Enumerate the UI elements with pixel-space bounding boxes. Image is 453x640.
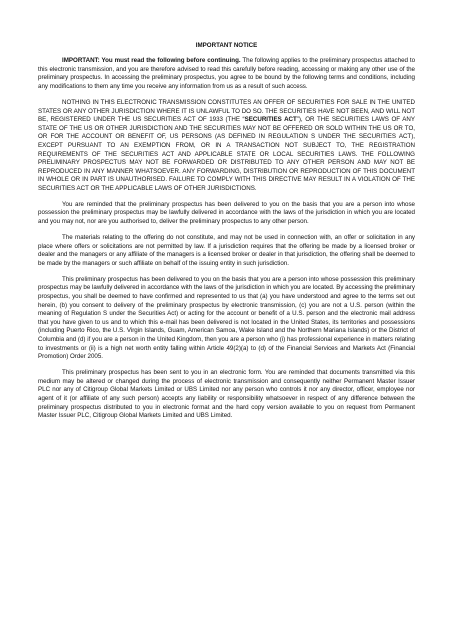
document-page bbox=[38, 42, 415, 428]
paragraph-intro bbox=[38, 57, 415, 91]
paragraph-representations: This preliminary prospectus has been delivered to you on the basis that you are a person into whose possession this preliminary prospectus may be lawfully delivered in accordance with the laws of the jurisdiction in which you are located. By accessing the preliminary prospectus, you shall be deemed to have confirmed and represented to us that (a) you have understood and agree to the terms set out herein, (b) you consent to delivery of the preliminary prospectus by electronic transmission, (c) you are not a U.S. person (within the meaning of Regulation S under the Securities Act) or acting for the account or benefit of a U.S. person and the electronic mail address that you have given to us and to which this e-mail has been delivered is not located in the United States, its territories and possessions (including Puerto Rico, the U.S. Virgin Islands, Guam, American Samoa, Wake Island and the Northern Mariana Islands) or the District of Columbia and (d) if you are a person in the United Kingdom, then you are a person who (i) has professional experience in matters relating to investments or (ii) is a high net worth entity falling within Article 49(2)(a) to (d) of the Financial Services and Markets Act (Financial Promotion) Order 2005. bbox=[38, 275, 415, 361]
intro-lead: IMPORTANT: You must read the following before continuing. bbox=[62, 57, 241, 65]
paragraph-delivery-basis: You are reminded that the preliminary prospectus has been delivered to you on the basis that you are a person into whose possession the preliminary prospectus may be lawfully delivered in accordance with the laws of the jurisdiction in which you are located and you may not, nor are you authorised to, deliver the preliminary prospectus to any other person. bbox=[38, 200, 415, 226]
paragraph-securities-disclaimer bbox=[38, 99, 415, 194]
notice-title: IMPORTANT NOTICE bbox=[195, 42, 258, 49]
disclaimer-part-a: NOTHING IN THIS ELECTRONIC TRANSMISSION CONSTITUTES AN OFFER OF SECURITIES FOR SALE IN THE UNITED STATES OR ANY OTHER JURISDICTION WHERE IT IS UNLAWFUL TO DO SO. THE SECURITIES HAVE NOT BEEN, AND WILL NOT BE, REGISTERED UNDER THE US SECURITIES ACT OF 1933 (THE “ bbox=[38, 98, 415, 124]
intro-body: The following applies to the preliminary prospectus attached to this electronic transmission, and you are therefore advised to read this carefully before reading, accessing or making any other use of the preliminary prospectus. In accessing the preliminary prospectus, you agree to be bound by the following terms and conditions, including any modifications to them any time you receive any information from us as a result of such access. bbox=[38, 57, 416, 90]
securities-act-term: SECURITIES ACT bbox=[244, 116, 297, 124]
paragraph-offering-materials: The materials relating to the offering do not constitute, and may not be used in connection with, an offer or solicitation in any place where offers or solicitations are not permitted by law. If a jurisdiction requires that the offering be made by a licensed broker or dealer and the managers or any affiliate of the managers is a licensed broker or dealer in that jurisdiction, the offering shall be deemed to be made by the managers or such affiliate on behalf of the issuing entity in such jurisdiction. bbox=[38, 234, 415, 267]
paragraph-electronic-form: This preliminary prospectus has been sent to you in an electronic form. You are reminded that documents transmitted via this medium may be altered or changed during the process of electronic transmission and consequently neither Permanent Master Issuer PLC nor any of Citigroup Global Markets Limited or UBS Limited nor any person who controls it nor any director, officer, employee nor agent of it (or affiliate of any such person) accepts any liability or responsibility whatsoever in respect of any difference between the preliminary prospectus distributed to you in electronic format and the hard copy version available to you on request from Permanent Master Issuer PLC, Citigroup Global Markets Limited and UBS Limited. bbox=[38, 369, 415, 420]
disclaimer-part-b: ”), OR THE SECURITIES LAWS OF ANY STATE OF THE US OR OTHER JURISDICTION AND THE SECURITIES MAY NOT BE OFFERED OR SOLD WITHIN THE US OR TO, OR FOR THE ACCOUNT OR BENEFIT OF, US PERSONS (AS DEFINED IN REGULATION S UNDER THE SECURITIES ACT), EXCEPT PURSUANT TO AN EXEMPTION FROM, OR IN A TRANSACTION NOT SUBJECT TO, THE REGISTRATION REQUIREMENTS OF THE SECURITIES ACT AND APPLICABLE STATE OR LOCAL SECURITIES LAWS. THE FOLLOWING PRELIMINARY PROSPECTUS MAY NOT BE FORWARDED OR DISTRIBUTED TO ANY OTHER PERSON AND MAY NOT BE REPRODUCED IN ANY MANNER WHATSOEVER. ANY FORWARDING, DISTRIBUTION OR REPRODUCTION OF THIS DOCUMENT IN WHOLE OR IN PART IS UNAUTHORISED. FAILURE TO COMPLY WITH THIS DIRECTIVE MAY RESULT IN A VIOLATION OF THE SECURITIES ACT OR THE APPLICABLE LAWS OF OTHER JURISDICTIONS. bbox=[38, 116, 415, 192]
